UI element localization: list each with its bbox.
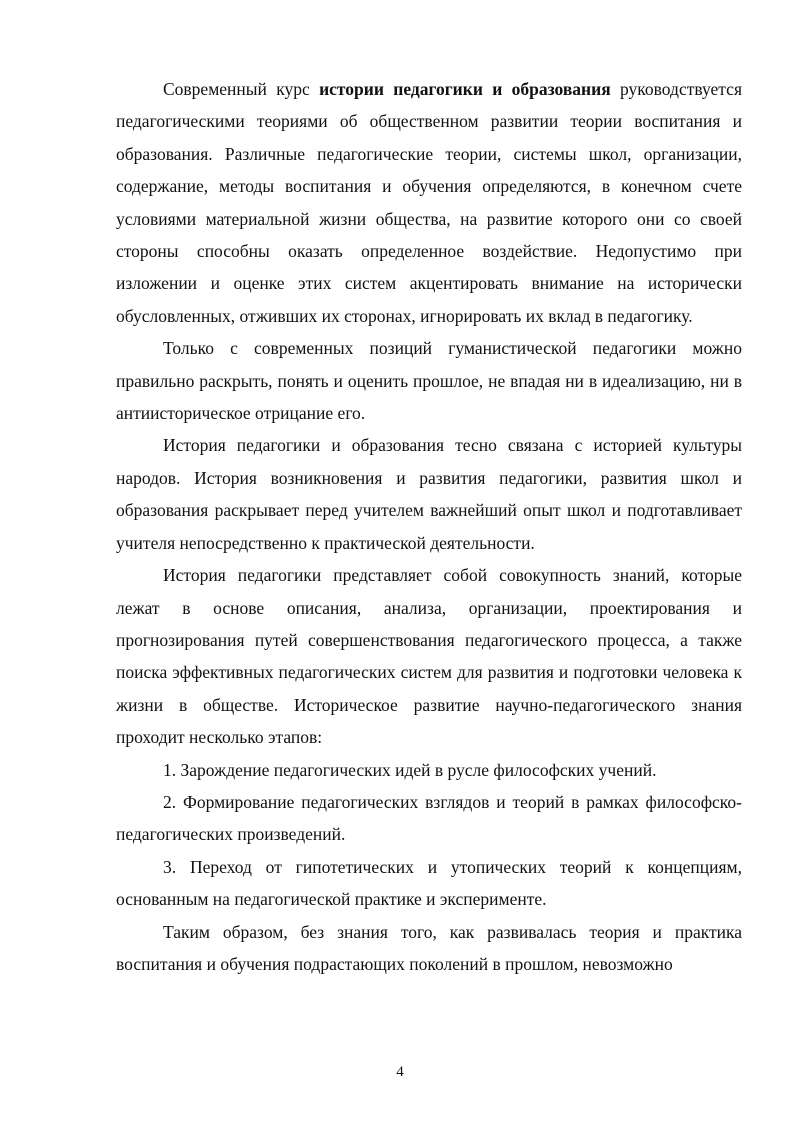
paragraph-intro-bold-term: истории педагогики и образования [319, 79, 611, 99]
page-number: 4 [396, 1064, 404, 1080]
paragraph-knowledge: История педагогики представляет собой совокупность знаний, которые лежат в основе описания, анализа, организации, проектирования и прогнозирования путей совершенствования педагогического процесса, а также поиска эффективных педагогических систем для развития и подготовки человека к жизни в обществе. Историческое развитие научно-педагогического знания проходит несколько этапов: [116, 565, 742, 748]
paragraph-intro-lead: Современный курс [163, 79, 320, 99]
paragraph-modern-positions: Только с современных позиций гуманистической педагогики можно правильно раскрыть, понять и оценить прошлое, не впадая ни в идеализацию, ни в антиисторическое отрицание его. [116, 338, 742, 424]
paragraph-intro [116, 73, 742, 332]
list-item-stage-1: 1. Зарождение педагогических идей в русле философских учений. [163, 759, 657, 780]
paragraph-conclusion: Таким образом, без знания того, как развивалась теория и практика воспитания и обучения подрастающих поколений в прошлом, невозможно [116, 921, 742, 974]
paragraph-culture: История педагогики и образования тесно связана с историей культуры народов. История возникновения и развития педагогики, развития школ и образования раскрывает перед учителем важнейший опыт школ и подготавливает учителя непосредственно к практической деятельности. [116, 435, 742, 553]
document-body [116, 73, 742, 980]
paragraph-intro-rest: руководствуется педагогическими теориями об общественном развитии теории воспитания и образования. Различные педагогические теории, системы школ, организации, содержание, методы воспитания и обучения определяются, в конечном счете условиями материальной жизни общества, на развитие которого они со своей стороны способны оказать определенное воздействие. Недопустимо при изложении и оценке этих систем акцентировать внимание на исторически обусловленных, отживших их сторонах, игнорировать их вклад в педагогику. [116, 79, 742, 326]
list-item-stage-2: 2. Формирование педагогических взглядов и теорий в рамках философско-педагогических произведений. [116, 791, 742, 845]
list-item-stage-3: 3. Переход от гипотетических и утопических теорий к концепциям, основанным на педагогической практике и эксперименте. [116, 856, 742, 910]
